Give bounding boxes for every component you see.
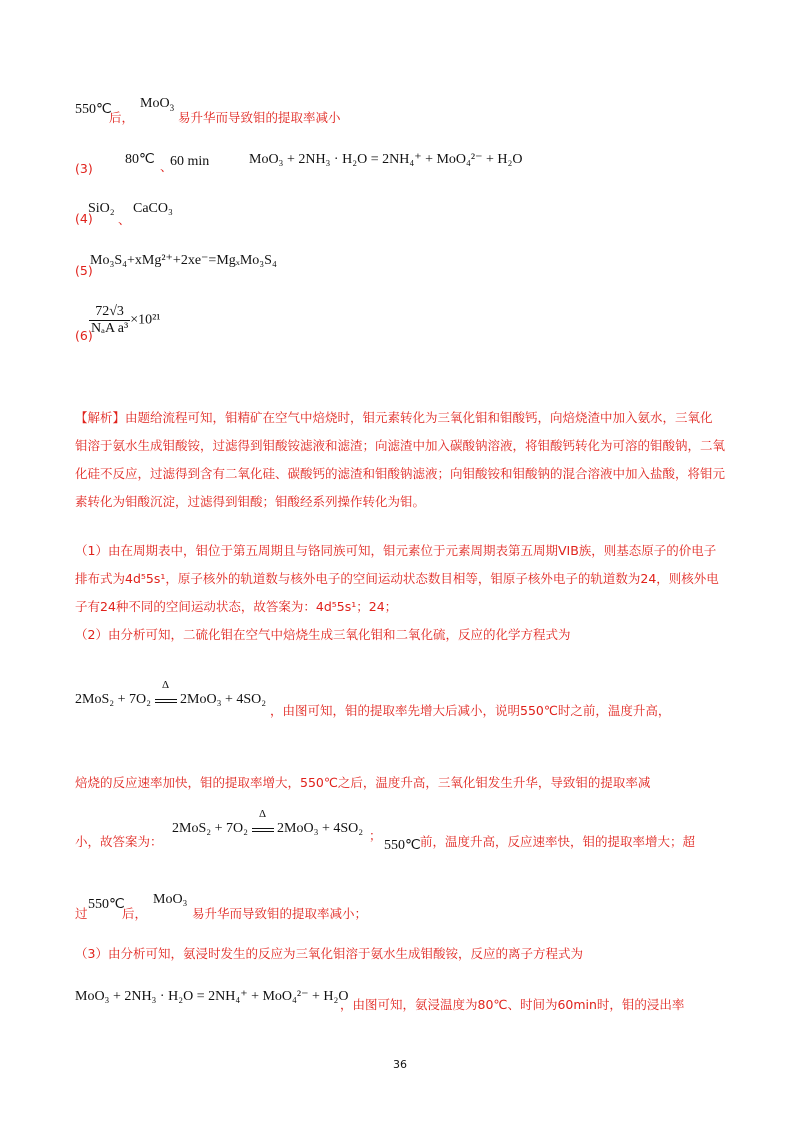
answer-condition: 60 min bbox=[170, 154, 210, 169]
answer-formula: MoO₃ bbox=[153, 892, 188, 907]
analysis-part-2: （2）由分析可知，二硫化钼在空气中焙烧生成三氧化钼和二氧化硫，反应的化学方程式为 bbox=[75, 627, 571, 642]
answer-text: 易升华而导致钼的提取率减小 bbox=[178, 110, 341, 125]
answer-formula: CaCO₃ bbox=[133, 201, 173, 216]
analysis-paragraph bbox=[75, 404, 725, 516]
analysis-text: 易升华而导致钼的提取率减小； bbox=[192, 906, 368, 921]
analysis-text: 前，温度升高，反应速率快，钼的提取率增大；超 bbox=[420, 834, 696, 849]
page-number: 36 bbox=[393, 1058, 407, 1071]
answer-formula: SiO₂ bbox=[88, 201, 115, 216]
separator: 、 bbox=[118, 212, 131, 227]
ionic-equation: MoO₃ + 2NH₃ · H₂O = 2NH₄⁺ + MoO₄²⁻ + H₂O bbox=[75, 989, 349, 1004]
analysis-text: ，由图可知，钼的提取率先增大后减小，说明550℃时之前，温度升高， bbox=[270, 703, 671, 718]
analysis-text: 由题给流程可知，钼精矿在空气中焙烧时，钼元素转化为三氧化钼和钼酸钙，向焙烧渣中加入氨水，三氧化钼溶于氨水生成钼酸铵，过滤得到钼酸铵滤液和滤渣；向滤渣中加入碳酸钠溶液，将钼酸钙转化为可溶的钼酸钠，二氧化硅不反应，过滤得到含有二氧化硅、碳酸钙的滤渣和钼酸钠滤液；向钼酸铵和钼酸钠的混合溶液中加入盐酸，将钼元素转化为钼酸沉淀，过滤得到钼酸；钼酸经系列操作转化为钼。 bbox=[75, 410, 726, 509]
analysis-text: 过 bbox=[75, 906, 88, 921]
analysis-part-1: （1）由在周期表中，钼位于第五周期且与铬同族可知，钼元素位于元素周期表第五周期VIB族，则基态原子的价电子排布式为4d⁵5s¹，原子核外的轨道数与核外电子的空间运动状态数目相等，钼原子核外电子的轨道数为24，则核外电子有24种不同的空间运动状态，故答案为：4d⁵5s¹；24； bbox=[75, 543, 719, 614]
analysis-text: ； bbox=[369, 828, 382, 843]
analysis-text: 焙烧的反应速率加快，钼的提取率增大，550℃之后，温度升高，三氧化钼发生升华，导致钼的提取率减 bbox=[75, 775, 651, 790]
analysis-text: 后， bbox=[122, 906, 148, 921]
roast-equation: 2MoS₂ + 7O₂ Δ 2MoO₃ + 4SO₂ bbox=[75, 679, 267, 707]
roast-equation: 2MoS₂ + 7O₂ Δ 2MoO₃ + 4SO₂ bbox=[172, 808, 364, 836]
analysis-header: 【解析】 bbox=[75, 410, 126, 425]
question-label: (5) bbox=[75, 263, 93, 278]
answer-temp: 550℃ bbox=[75, 102, 112, 117]
separator: 、 bbox=[160, 159, 173, 174]
analysis-part-3: （3）由分析可知，氨浸时发生的反应为三氧化钼溶于氨水生成钼酸铵，反应的离子方程式为 bbox=[75, 946, 583, 961]
question-label: (4) bbox=[75, 211, 93, 226]
density-fraction: $\frac{72√3}{\text{NₐA a³}}$ ×10²¹ bbox=[91, 304, 161, 336]
analysis-text: 小，故答案为： bbox=[75, 834, 163, 849]
answer-text: 后， bbox=[109, 110, 135, 125]
electrode-equation: Mo₃S₄+xMg²⁺+2xe⁻=MgₓMo₃S₄ bbox=[90, 253, 277, 268]
ionic-equation: MoO₃ + 2NH₃ · H₂O = 2NH₄⁺ + MoO₄²⁻ + H₂O bbox=[249, 152, 523, 167]
question-label: (6) bbox=[75, 328, 93, 343]
analysis-text: ，由图可知，氨浸温度为80℃、时间为60min时，钼的浸出率 bbox=[340, 997, 685, 1012]
temperature-value: 550℃ bbox=[384, 838, 421, 853]
question-label: (3) bbox=[75, 161, 93, 176]
temperature-value: 550℃ bbox=[88, 897, 125, 912]
answer-formula: MoO$_3$ bbox=[140, 96, 175, 113]
answer-condition: 80℃ bbox=[125, 152, 155, 167]
